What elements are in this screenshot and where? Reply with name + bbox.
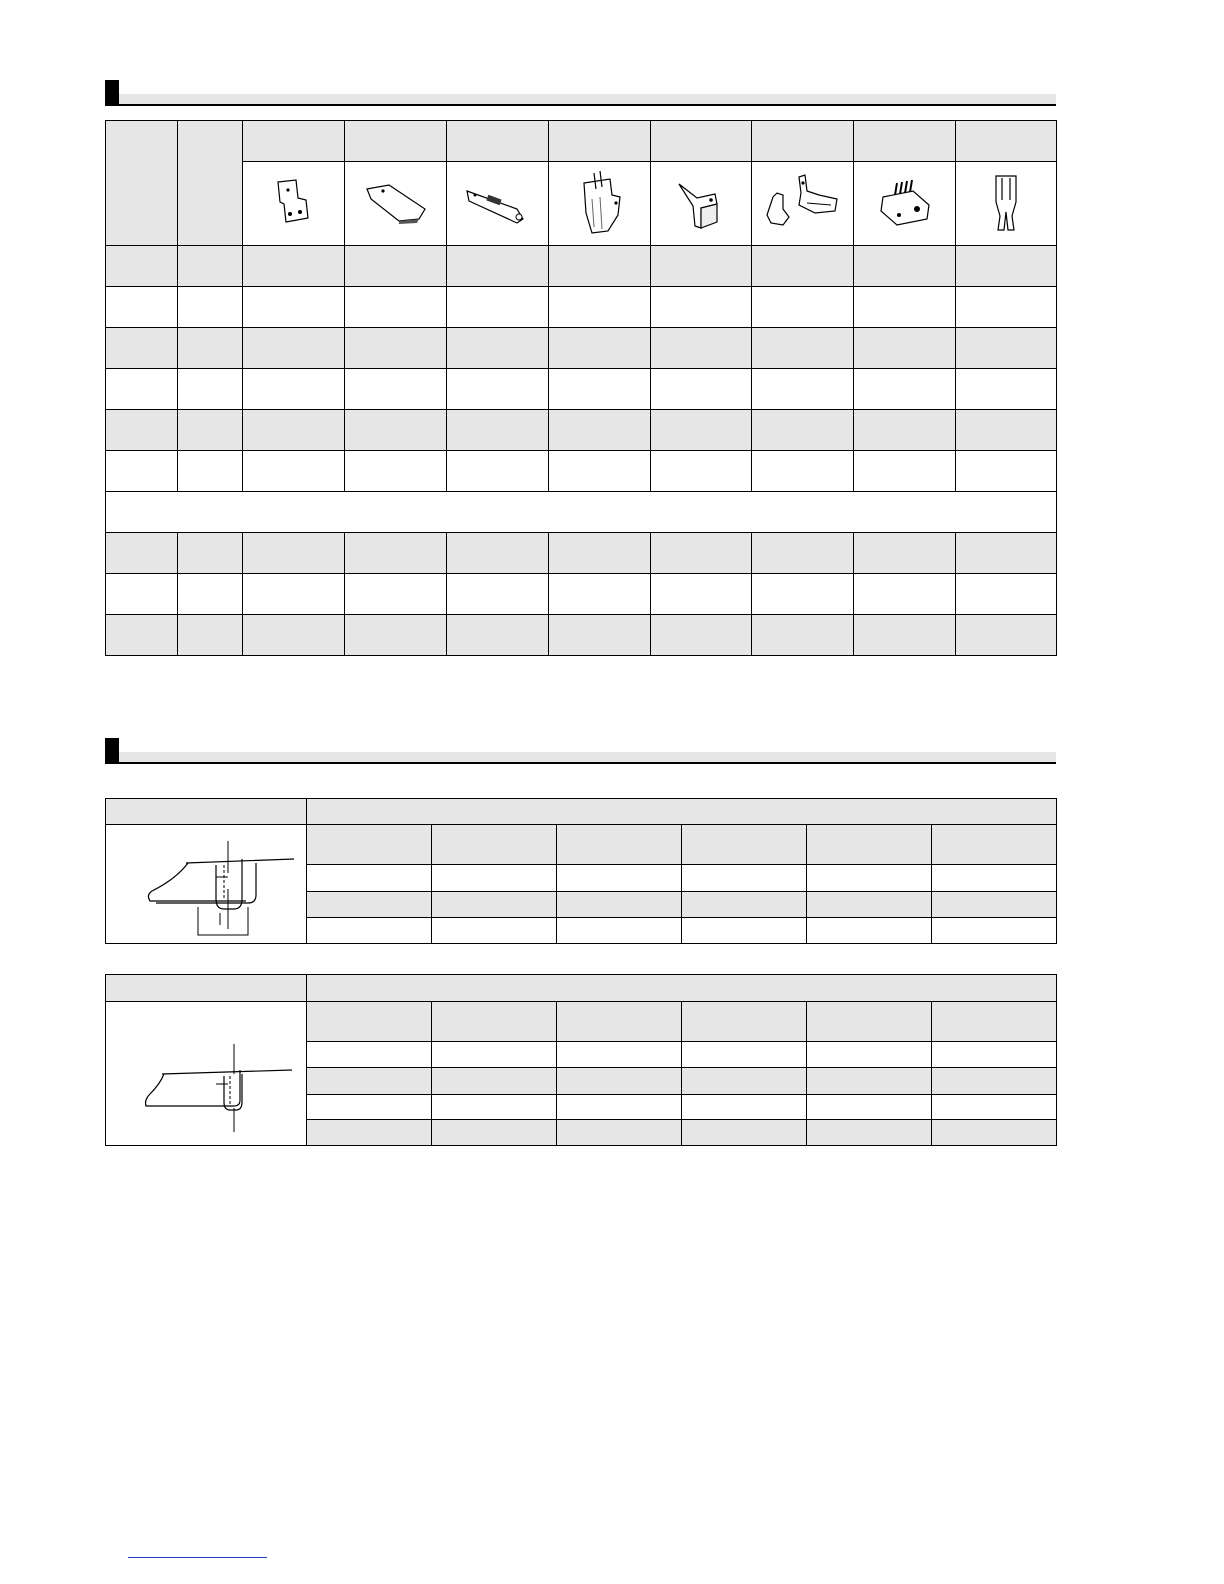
parts-row [106,328,1057,369]
hem-header-left [106,975,307,1002]
header-cell [243,121,345,162]
hem-subheader-row [106,1002,1057,1042]
parts-row [106,451,1057,492]
hem-header-row [106,975,1057,1002]
hem-subheader-row [106,825,1057,865]
header-cell [549,121,651,162]
header-cell [106,121,178,246]
hemming-guide-icon [570,169,630,239]
section-header-1 [105,80,1056,106]
feed-dog-icon [873,175,937,233]
header-cell [956,121,1057,162]
throat-plate-icon [264,174,324,234]
bracket-guide-icon [671,174,731,234]
header-cell [651,121,752,162]
fork-foot-icon [986,172,1026,236]
hem-header-left [106,799,307,825]
part-image-cell [956,162,1057,246]
feed-plate-icon [361,179,431,229]
parts-note-row [106,492,1057,533]
part-image-cell [752,162,854,246]
parts-row [106,574,1057,615]
parts-row [106,287,1057,328]
section-stripe [119,94,1056,104]
part-image-cell [243,162,345,246]
parts-row [106,369,1057,410]
section-stripe [119,752,1056,762]
part-image-cell [447,162,549,246]
hem-header-right [307,975,1057,1002]
header-cell [752,121,854,162]
section-rule [119,104,1056,106]
parts-table [105,120,1057,656]
header-cell [345,121,447,162]
section-rule [119,762,1056,764]
header-cell [178,121,243,246]
hem-header-right [307,799,1057,825]
hem-table-1 [105,798,1057,944]
section-header-2 [105,738,1056,764]
hem-header-row [106,799,1057,825]
hem-diagram-cell [106,1002,307,1146]
part-image-cell [854,162,956,246]
footer-link-underline[interactable] [128,1557,267,1558]
parts-row [106,533,1057,574]
parts-row [106,615,1057,656]
presser-foot-icon [763,173,843,235]
header-cell [854,121,956,162]
parts-image-row [106,162,1057,246]
part-image-cell [345,162,447,246]
parts-header-row [106,121,1057,162]
needle-clamp-icon [463,179,533,229]
hem-diagram-cell [106,825,307,944]
part-image-cell [651,162,752,246]
section-marker [105,738,119,764]
narrow-hem-diagram [116,1014,296,1134]
part-image-cell [549,162,651,246]
hem-table-2 [105,974,1057,1146]
double-fold-hem-diagram [116,829,296,939]
parts-row [106,410,1057,451]
header-cell [447,121,549,162]
section-marker [105,80,119,106]
parts-row [106,246,1057,287]
